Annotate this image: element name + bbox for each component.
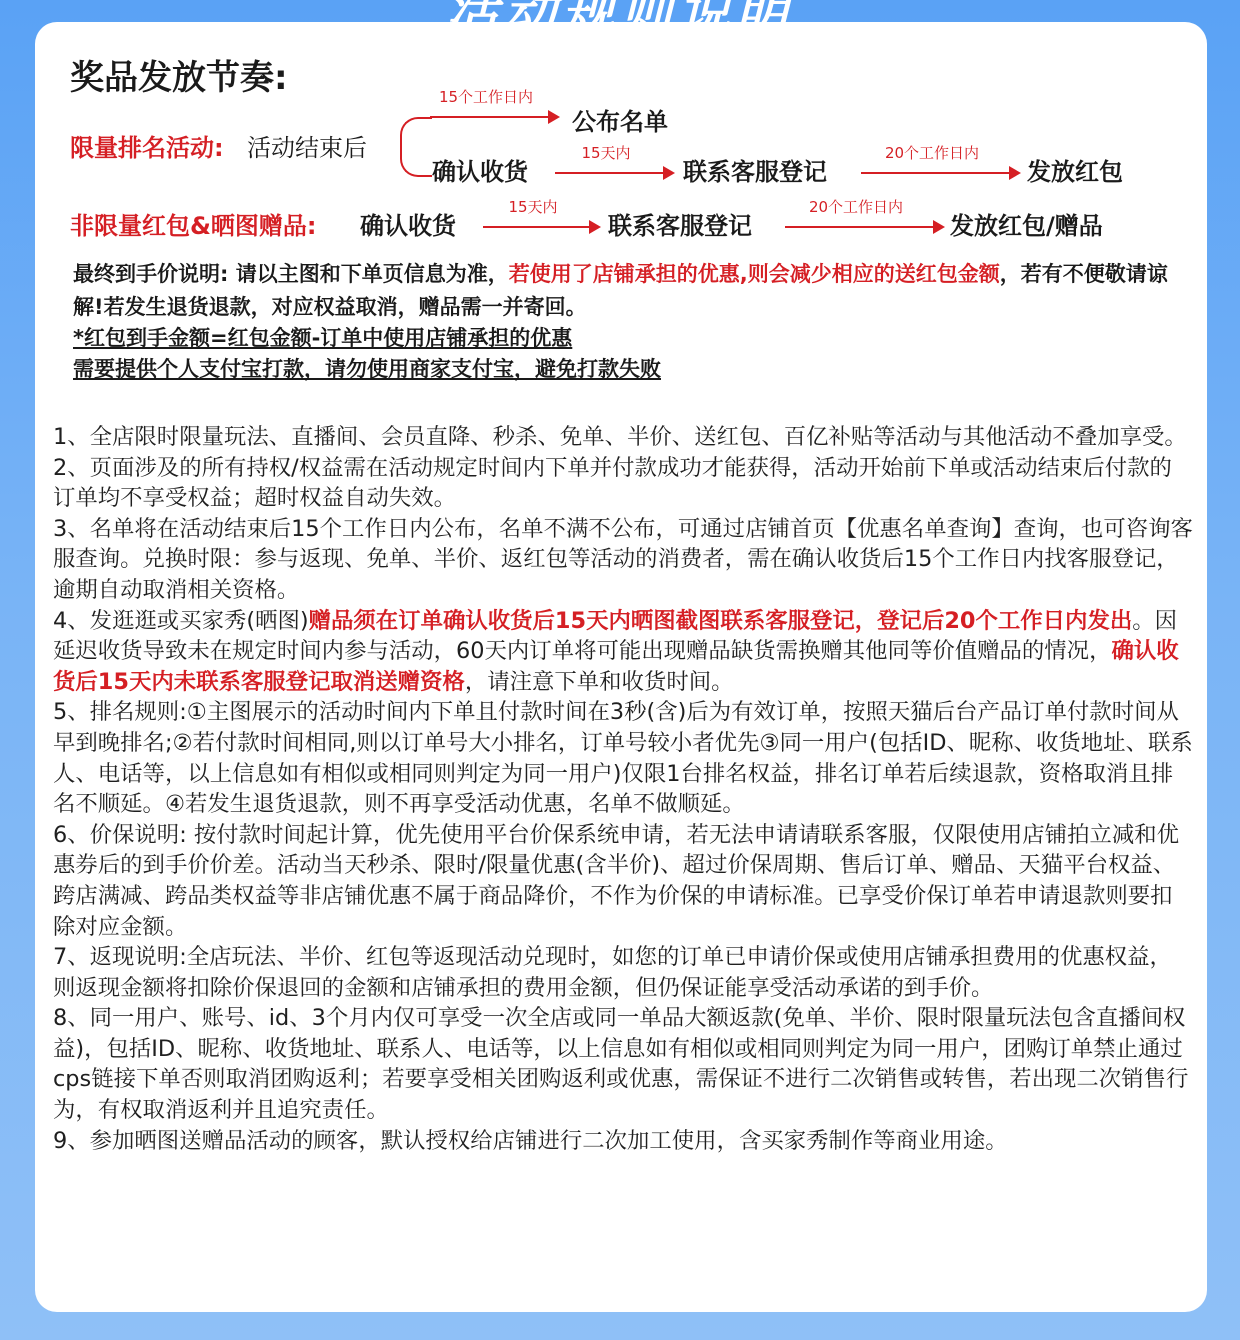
arrow-20-workdays [861, 144, 1021, 184]
rule-4-part-d: 确认收货后15天内未联系客服登记取消送赠资格 [53, 638, 1179, 695]
price-note-suffix: ，若有不便敬请谅解!若发生退货退款，对应权益取消，赠品需一并寄回。 [73, 262, 1168, 319]
arrow-20-workdays-2 [785, 198, 945, 238]
unlimited-flow-label: 非限量红包&晒图赠品: [70, 212, 317, 240]
rule-4-part-b: 赠品须在订单确认收货后15天内晒图截图联系客服登记，登记后20个工作日内发出 [308, 607, 1133, 634]
arrow-15-days [555, 144, 675, 184]
arrow-15-days-2 [483, 198, 601, 238]
price-note-prefix: 最终到手价说明: 请以主图和下单页信息为准， [73, 262, 509, 286]
unlimited-contact-service-node: 联系客服登记 [608, 212, 752, 240]
rule-7: 7、返现说明:全店玩法、半价、红包等返现活动兑现时，如您的订单已申请价保或使用店铺承担费用的优惠权益，则返现金额将扣除价保退回的金额和店铺承担的费用金额，但仍保证能享受活动承诺的到手价。 [53, 944, 1172, 1001]
unlimited-confirm-receipt-node: 确认收货 [360, 212, 456, 240]
arrow-label: 15天内 [508, 198, 558, 216]
rule-4-part-c: 。因延迟收货导致未在规定时间内参与活动，60天内订单将可能出现赠品缺货需换赠其他同等价值赠品的情况， [53, 607, 1178, 665]
rule-4-part-e: ，请注意下单和收货时间。 [464, 668, 734, 695]
arrow-label: 20个工作日内 [884, 144, 980, 162]
arrow-label: 15个工作日内 [438, 88, 534, 106]
rule-5: 5、排名规则:①主图展示的活动时间内下单且付款时间在3秒(含)后为有效订单，按照天猫后台产品订单付款时间从早到晚排名;②若付款时间相同,则以订单号大小排名，订单号较小者优先③同一用户(包括ID、昵称、收货地址、联系人、电话等，以上信息如有相似或相同则判定为同一用户)仅限1台排名权益，排名订单若后续退款，资格取消且排名不顺延。④若发生退货退款，则不再享受活动优惠，名单不做顺延。 [53, 699, 1193, 818]
unlimited-issue-node: 发放红包/赠品 [950, 212, 1103, 240]
top-banner-title [0, 0, 1240, 10]
rule-4 [53, 606, 1193, 698]
rule-6: 6、价保说明: 按付款时间起计算，优先使用平台价保系统申请，若无法申请请联系客服，仅限使用店铺拍立减和优惠券后的到手价价差。活动当天秒杀、限时/限量优惠(含半价)、超过价保周期、售后订单、赠品、天猫平台权益、跨店满减、跨品类权益等非店铺优惠不属于商品降价，不作为价保的申请标准。已享受价保订单若申请退款则要扣除对应金额。 [53, 821, 1180, 940]
limited-confirm-receipt-node: 确认收货 [432, 158, 528, 186]
rule-3: 3、名单将在活动结束后15个工作日内公布，名单不满不公布，可通过店铺首页【优惠名单查询】查询，也可咨询客服查询。兑换时限：参与返现、免单、半价、返红包等活动的消费者，需在确认收货后15个工作日内找客服登记，逾期自动取消相关资格。 [53, 515, 1193, 603]
price-note [73, 258, 1173, 324]
arrow-15-workdays [430, 88, 560, 128]
rules-card [35, 22, 1207, 1312]
publish-list-node: 公布名单 [572, 108, 668, 136]
prize-schedule-heading: 奖品发放节奏: [70, 58, 288, 98]
arrow-label: 20个工作日内 [808, 198, 904, 216]
limited-flow-start: 活动结束后 [247, 134, 367, 162]
price-note-red: 若使用了店铺承担的优惠,则会减少相应的送红包金额 [508, 262, 1000, 286]
limited-flow-label: 限量排名活动: [70, 134, 224, 162]
arrow-label: 15天内 [581, 144, 631, 162]
rule-1: 1、全店限时限量玩法、直播间、会员直降、秒杀、免单、半价、送红包、百亿补贴等活动与其他活动不叠加享受。 [53, 424, 1187, 450]
rules-list [53, 422, 1193, 1156]
flow-brace [400, 117, 432, 177]
redpacket-formula: *红包到手金额=红包金额-订单中使用店铺承担的优惠 [73, 326, 573, 350]
rule-9: 9、参加晒图送赠品活动的顾客，默认授权给店铺进行二次加工使用，含买家秀制作等商业用途。 [53, 1127, 1008, 1154]
rule-4-part-a: 4、发逛逛或买家秀(晒图) [53, 607, 309, 634]
limited-issue-redpacket-node: 发放红包 [1027, 158, 1123, 186]
limited-contact-service-node: 联系客服登记 [683, 158, 827, 186]
rule-2: 2、页面涉及的所有持权/权益需在活动规定时间内下单并付款成功才能获得，活动开始前下单或活动结束后付款的订单均不享受权益；超时权益自动失效。 [53, 454, 1172, 512]
rule-8: 8、同一用户、账号、id、3个月内仅可享受一次全店或同一单品大额返款(免单、半价、限时限量玩法包含直播间权益)，包括ID、昵称、收货地址、联系人、电话等，以上信息如有相似或相同则判定为同一用户，团购订单禁止通过cps链接下单否则取消团购返利；若要享受相关团购返利或优惠，需保证不进行二次销售或转售，若出现二次销售行为，有权取消返利并且追究责任。 [53, 1005, 1189, 1124]
alipay-notice: 需要提供个人支付宝打款，请勿使用商家支付宝，避免打款失败 [73, 357, 661, 381]
